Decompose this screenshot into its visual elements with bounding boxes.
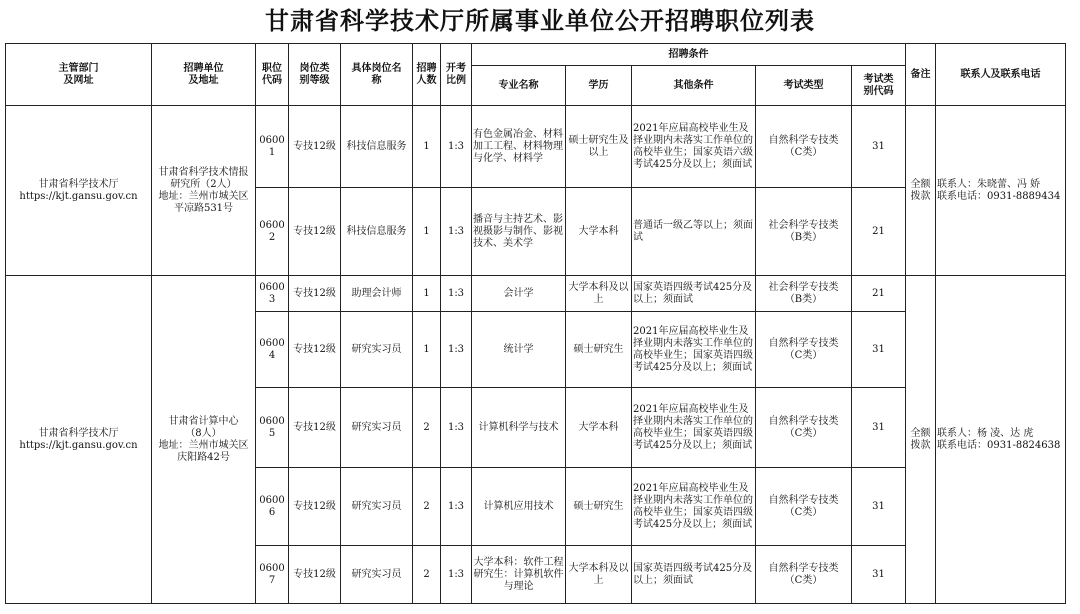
num-cell: 2 <box>413 468 441 546</box>
header-major: 专业名称 <box>472 66 566 106</box>
exam-cell: 社会科学专技类 （B类） <box>756 276 852 312</box>
grade-cell: 专技12级 <box>289 312 341 388</box>
code-cell: 06005 <box>256 388 289 468</box>
post-cell: 科技信息服务 <box>341 106 413 188</box>
exam-code-cell: 21 <box>852 188 906 276</box>
exam-cell: 自然科学专技类 （C类） <box>756 468 852 546</box>
other-cell: 国家英语四级考试425分及以上；须面试 <box>632 546 756 604</box>
remark-cell: 全额 拨款 <box>906 106 936 276</box>
major-cell: 统计学 <box>472 312 566 388</box>
num-cell: 1 <box>413 106 441 188</box>
num-cell: 1 <box>413 276 441 312</box>
num-cell: 1 <box>413 188 441 276</box>
exam-cell: 社会科学专技类 （B类） <box>756 188 852 276</box>
post-cell: 研究实习员 <box>341 388 413 468</box>
exam-code-cell: 31 <box>852 106 906 188</box>
exam-cell: 自然科学专技类 （C类） <box>756 546 852 604</box>
other-cell: 国家英语四级考试425分及以上；须面试 <box>632 276 756 312</box>
header-edu: 学历 <box>566 66 632 106</box>
code-cell: 06004 <box>256 312 289 388</box>
edu-cell: 大学本科及以上 <box>566 276 632 312</box>
header-post: 具体岗位名 称 <box>341 44 413 106</box>
header-unit: 招聘单位 及地址 <box>152 44 256 106</box>
ratio-cell: 1:3 <box>441 468 472 546</box>
header-conditions: 招聘条件 <box>472 44 906 66</box>
major-cell: 会计学 <box>472 276 566 312</box>
post-cell: 科技信息服务 <box>341 188 413 276</box>
ratio-cell: 1:3 <box>441 546 472 604</box>
edu-cell: 硕士研究生 <box>566 468 632 546</box>
grade-cell: 专技12级 <box>289 276 341 312</box>
code-cell: 06002 <box>256 188 289 276</box>
code-cell: 06001 <box>256 106 289 188</box>
grade-cell: 专技12级 <box>289 468 341 546</box>
dept-cell: 甘肃省科学技术厅 https://kjt.gansu.gov.cn <box>6 106 152 276</box>
header-contact: 联系人及联系电话 <box>936 44 1066 106</box>
unit-cell: 甘肃省计算中心 （8人） 地址：兰州市城关区 庆阳路42号 <box>152 276 256 604</box>
other-cell: 2021年应届高校毕业生及择业期内未落实工作单位的高校毕业生；国家英语六级考试425分及以上；须面试 <box>632 106 756 188</box>
table-row <box>6 106 1066 188</box>
edu-cell: 大学本科 <box>566 388 632 468</box>
unit-cell: 甘肃省科学技术情报 研究所（2人） 地址：兰州市城关区 平凉路531号 <box>152 106 256 276</box>
major-cell: 播音与主持艺术、影视摄影与制作、影视技术、美术学 <box>472 188 566 276</box>
header-exam-code: 考试类 别代码 <box>852 66 906 106</box>
grade-cell: 专技12级 <box>289 388 341 468</box>
header-remark: 备注 <box>906 44 936 106</box>
header-exam: 考试类型 <box>756 66 852 106</box>
major-cell: 计算机科学与技术 <box>472 388 566 468</box>
table-row <box>6 276 1066 312</box>
code-cell: 06007 <box>256 546 289 604</box>
dept-cell: 甘肃省科学技术厅 https://kjt.gansu.gov.cn <box>6 276 152 604</box>
grade-cell: 专技12级 <box>289 188 341 276</box>
edu-cell: 硕士研究生 <box>566 312 632 388</box>
exam-cell: 自然科学专技类 （C类） <box>756 388 852 468</box>
code-cell: 06006 <box>256 468 289 546</box>
header-grade: 岗位类 别等级 <box>289 44 341 106</box>
major-cell: 有色金属冶金、材料加工工程、材料物理与化学、材料学 <box>472 106 566 188</box>
contact-cell: 联系人：朱晓蕾、冯 娇 联系电话：0931-8889434 <box>936 106 1066 276</box>
ratio-cell: 1:3 <box>441 388 472 468</box>
post-cell: 研究实习员 <box>341 312 413 388</box>
recruitment-table <box>5 43 1066 604</box>
grade-cell: 专技12级 <box>289 546 341 604</box>
grade-cell: 专技12级 <box>289 106 341 188</box>
num-cell: 2 <box>413 546 441 604</box>
contact-cell: 联系人：杨 凌、达 虎 联系电话：0931-8824638 <box>936 276 1066 604</box>
exam-code-cell: 31 <box>852 468 906 546</box>
edu-cell: 大学本科及以上 <box>566 546 632 604</box>
ratio-cell: 1:3 <box>441 188 472 276</box>
exam-code-cell: 31 <box>852 546 906 604</box>
header-num: 招聘 人数 <box>413 44 441 106</box>
ratio-cell: 1:3 <box>441 276 472 312</box>
post-cell: 研究实习员 <box>341 468 413 546</box>
other-cell: 2021年应届高校毕业生及择业期内未落实工作单位的高校毕业生；国家英语四级考试425分及以上；须面试 <box>632 312 756 388</box>
ratio-cell: 1:3 <box>441 106 472 188</box>
header-other: 其他条件 <box>632 66 756 106</box>
major-cell: 计算机应用技术 <box>472 468 566 546</box>
header-ratio: 开考 比例 <box>441 44 472 106</box>
exam-code-cell: 31 <box>852 312 906 388</box>
post-cell: 研究实习员 <box>341 546 413 604</box>
header-dept: 主管部门 及网址 <box>6 44 152 106</box>
edu-cell: 大学本科 <box>566 188 632 276</box>
remark-cell: 全额 拨款 <box>906 276 936 604</box>
edu-cell: 硕士研究生及以上 <box>566 106 632 188</box>
num-cell: 2 <box>413 388 441 468</box>
other-cell: 2021年应届高校毕业生及择业期内未落实工作单位的高校毕业生；国家英语四级考试425分及以上；须面试 <box>632 468 756 546</box>
header-code: 职位 代码 <box>256 44 289 106</box>
code-cell: 06003 <box>256 276 289 312</box>
num-cell: 1 <box>413 312 441 388</box>
other-cell: 普通话一级乙等以上；须面试 <box>632 188 756 276</box>
exam-code-cell: 31 <box>852 388 906 468</box>
other-cell: 2021年应届高校毕业生及择业期内未落实工作单位的高校毕业生；国家英语四级考试425分及以上；须面试 <box>632 388 756 468</box>
page-title: 甘肃省科学技术厅所属事业单位公开招聘职位列表 <box>265 6 815 35</box>
post-cell: 助理会计师 <box>341 276 413 312</box>
exam-code-cell: 21 <box>852 276 906 312</box>
exam-cell: 自然科学专技类 （C类） <box>756 312 852 388</box>
ratio-cell: 1:3 <box>441 312 472 388</box>
exam-cell: 自然科学专技类 （C类） <box>756 106 852 188</box>
major-cell: 大学本科：软件工程 研究生：计算机软件与理论 <box>472 546 566 604</box>
